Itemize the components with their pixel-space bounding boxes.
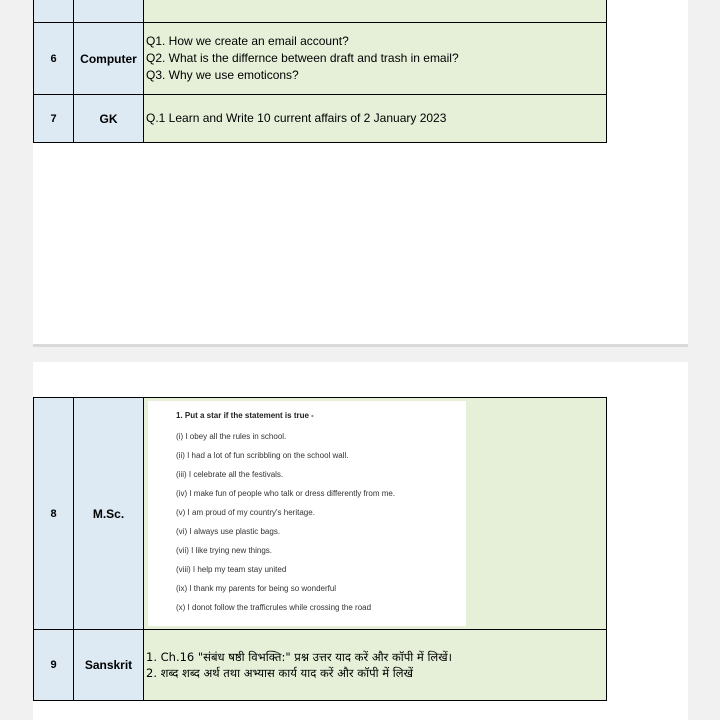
worksheet-item: (i) I obey all the rules in school. [176,432,287,441]
homework-table-page-1 [33,0,607,143]
row-number: 7 [34,95,74,143]
worksheet-heading: 1. Put a star if the statement is true - [176,411,314,420]
worksheet-item: (x) I donot follow the trafficrules while crossing the road [176,603,372,612]
table-row-9 [34,630,607,701]
subject-cell: Sanskrit [74,630,144,701]
worksheet-item: (ii) I had a lot of fun scribbling on the school wall. [176,451,349,460]
table-row-8 [34,398,607,630]
worksheet-item: (ix) I thank my parents for being so wonderful [176,584,337,593]
table-row-previous [34,0,607,23]
worksheet-item: (vii) I like trying new things. [176,546,273,555]
embedded-worksheet-image [148,401,466,626]
subject-cell: GK [74,95,144,143]
worksheet-item: (v) I am proud of my country's heritage. [176,508,315,517]
table-row-6 [34,23,607,95]
row-number: 9 [34,630,74,701]
subject-cell: M.Sc. [74,398,144,630]
row-number: 8 [34,398,74,630]
task-line: Q3. Why we use emoticons? [146,68,299,82]
task-cell [144,95,607,143]
subject-cell: Computer [74,23,144,95]
task-line: Q1. How we create an email account? [146,34,349,48]
task-cell [144,630,607,701]
table-row-7 [34,95,607,143]
task-line: Q2. What is the differnce between draft and trash in email? [146,51,459,65]
task-line: 2. शब्द शब्द अर्थ तथा अभ्यास कार्य याद करें और कॉपी में लिखें [146,666,413,680]
task-line: 1. Ch.16 "संबंध षष्ठी विभक्ति:" प्रश्न उत्तर याद करें और कॉपी में लिखें। [146,650,452,664]
task-line: Q.1 Learn and Write 10 current affairs of 2 January 2023 [146,111,447,125]
worksheet-item: (viii) I help my team stay united [176,565,287,574]
row-number: 6 [34,23,74,95]
task-cell [144,398,607,630]
homework-table-page-2 [33,397,607,701]
task-cell [144,23,607,95]
worksheet-item: (vi) I always use plastic bags. [176,527,281,536]
worksheet-item: (iii) I celebrate all the festivals. [176,470,284,479]
page-separator [33,344,688,347]
worksheet-item: (iv) I make fun of people who talk or dress differently from me. [176,489,396,498]
